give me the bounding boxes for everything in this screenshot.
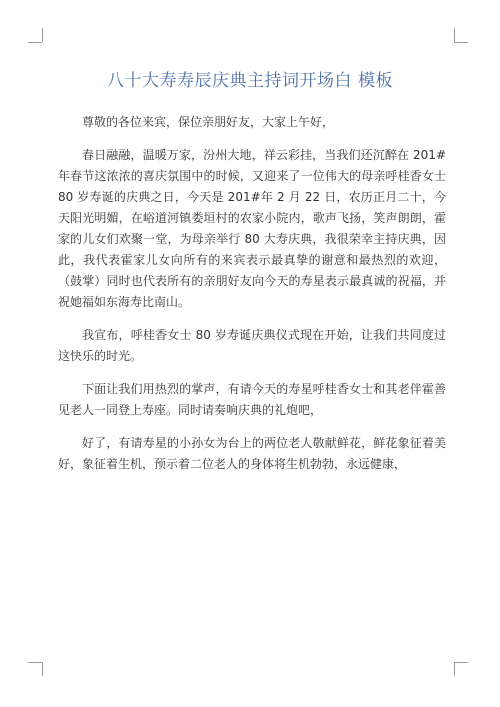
- document-body: [58, 112, 446, 487]
- document-title: 八十大寿寿辰庆典主持词开场白 模板: [107, 71, 393, 91]
- paragraph-announcement: 我宣布，呼桂香女士 80 岁寿诞庆典仪式现在开始，让我们共同度过这快乐的时光。: [58, 328, 446, 363]
- paragraph-opening: 春日融融，温暖万家，汾州大地，祥云彩挂，当我们还沉醉在 201#年春节这浓浓的喜庆氛围中的时候，又迎来了一位伟大的母亲呼桂香女士 80 岁寿诞的庆典之日，今天是 201#年 2 月 22 日，农历正月二十，今天阳光明媚，在峪道河镇娄垣村的农家小院内，歌声飞扬，笑声朗朗，霍家的儿女们欢聚一堂，为母亲举行 80 大寿庆典，我很荣幸主持庆典，因此，我代表霍家儿女向所有的来宾表示最真挚的谢意和最热烈的欢迎，（鼓掌）同时也代表所有的亲朋好友向今天的寿星表示最真诚的祝福，并祝她福如东海寿比南山。: [58, 148, 446, 309]
- paragraph-invitation: 下面让我们用热烈的掌声，有请今天的寿星呼桂香女士和其老伴霍善见老人一同登上寿座。同时请奏响庆典的礼炮吧，: [58, 382, 446, 417]
- paragraph-flowers: 好了，有请寿星的小孙女为台上的两位老人敬献鲜花，鲜花象征着美好，象征着生机，预示着二位老人的身体将生机勃勃，永远健康，: [58, 436, 446, 471]
- paragraph-greeting: 尊敬的各位来宾，保位亲朋好友，大家上午好，: [82, 115, 335, 129]
